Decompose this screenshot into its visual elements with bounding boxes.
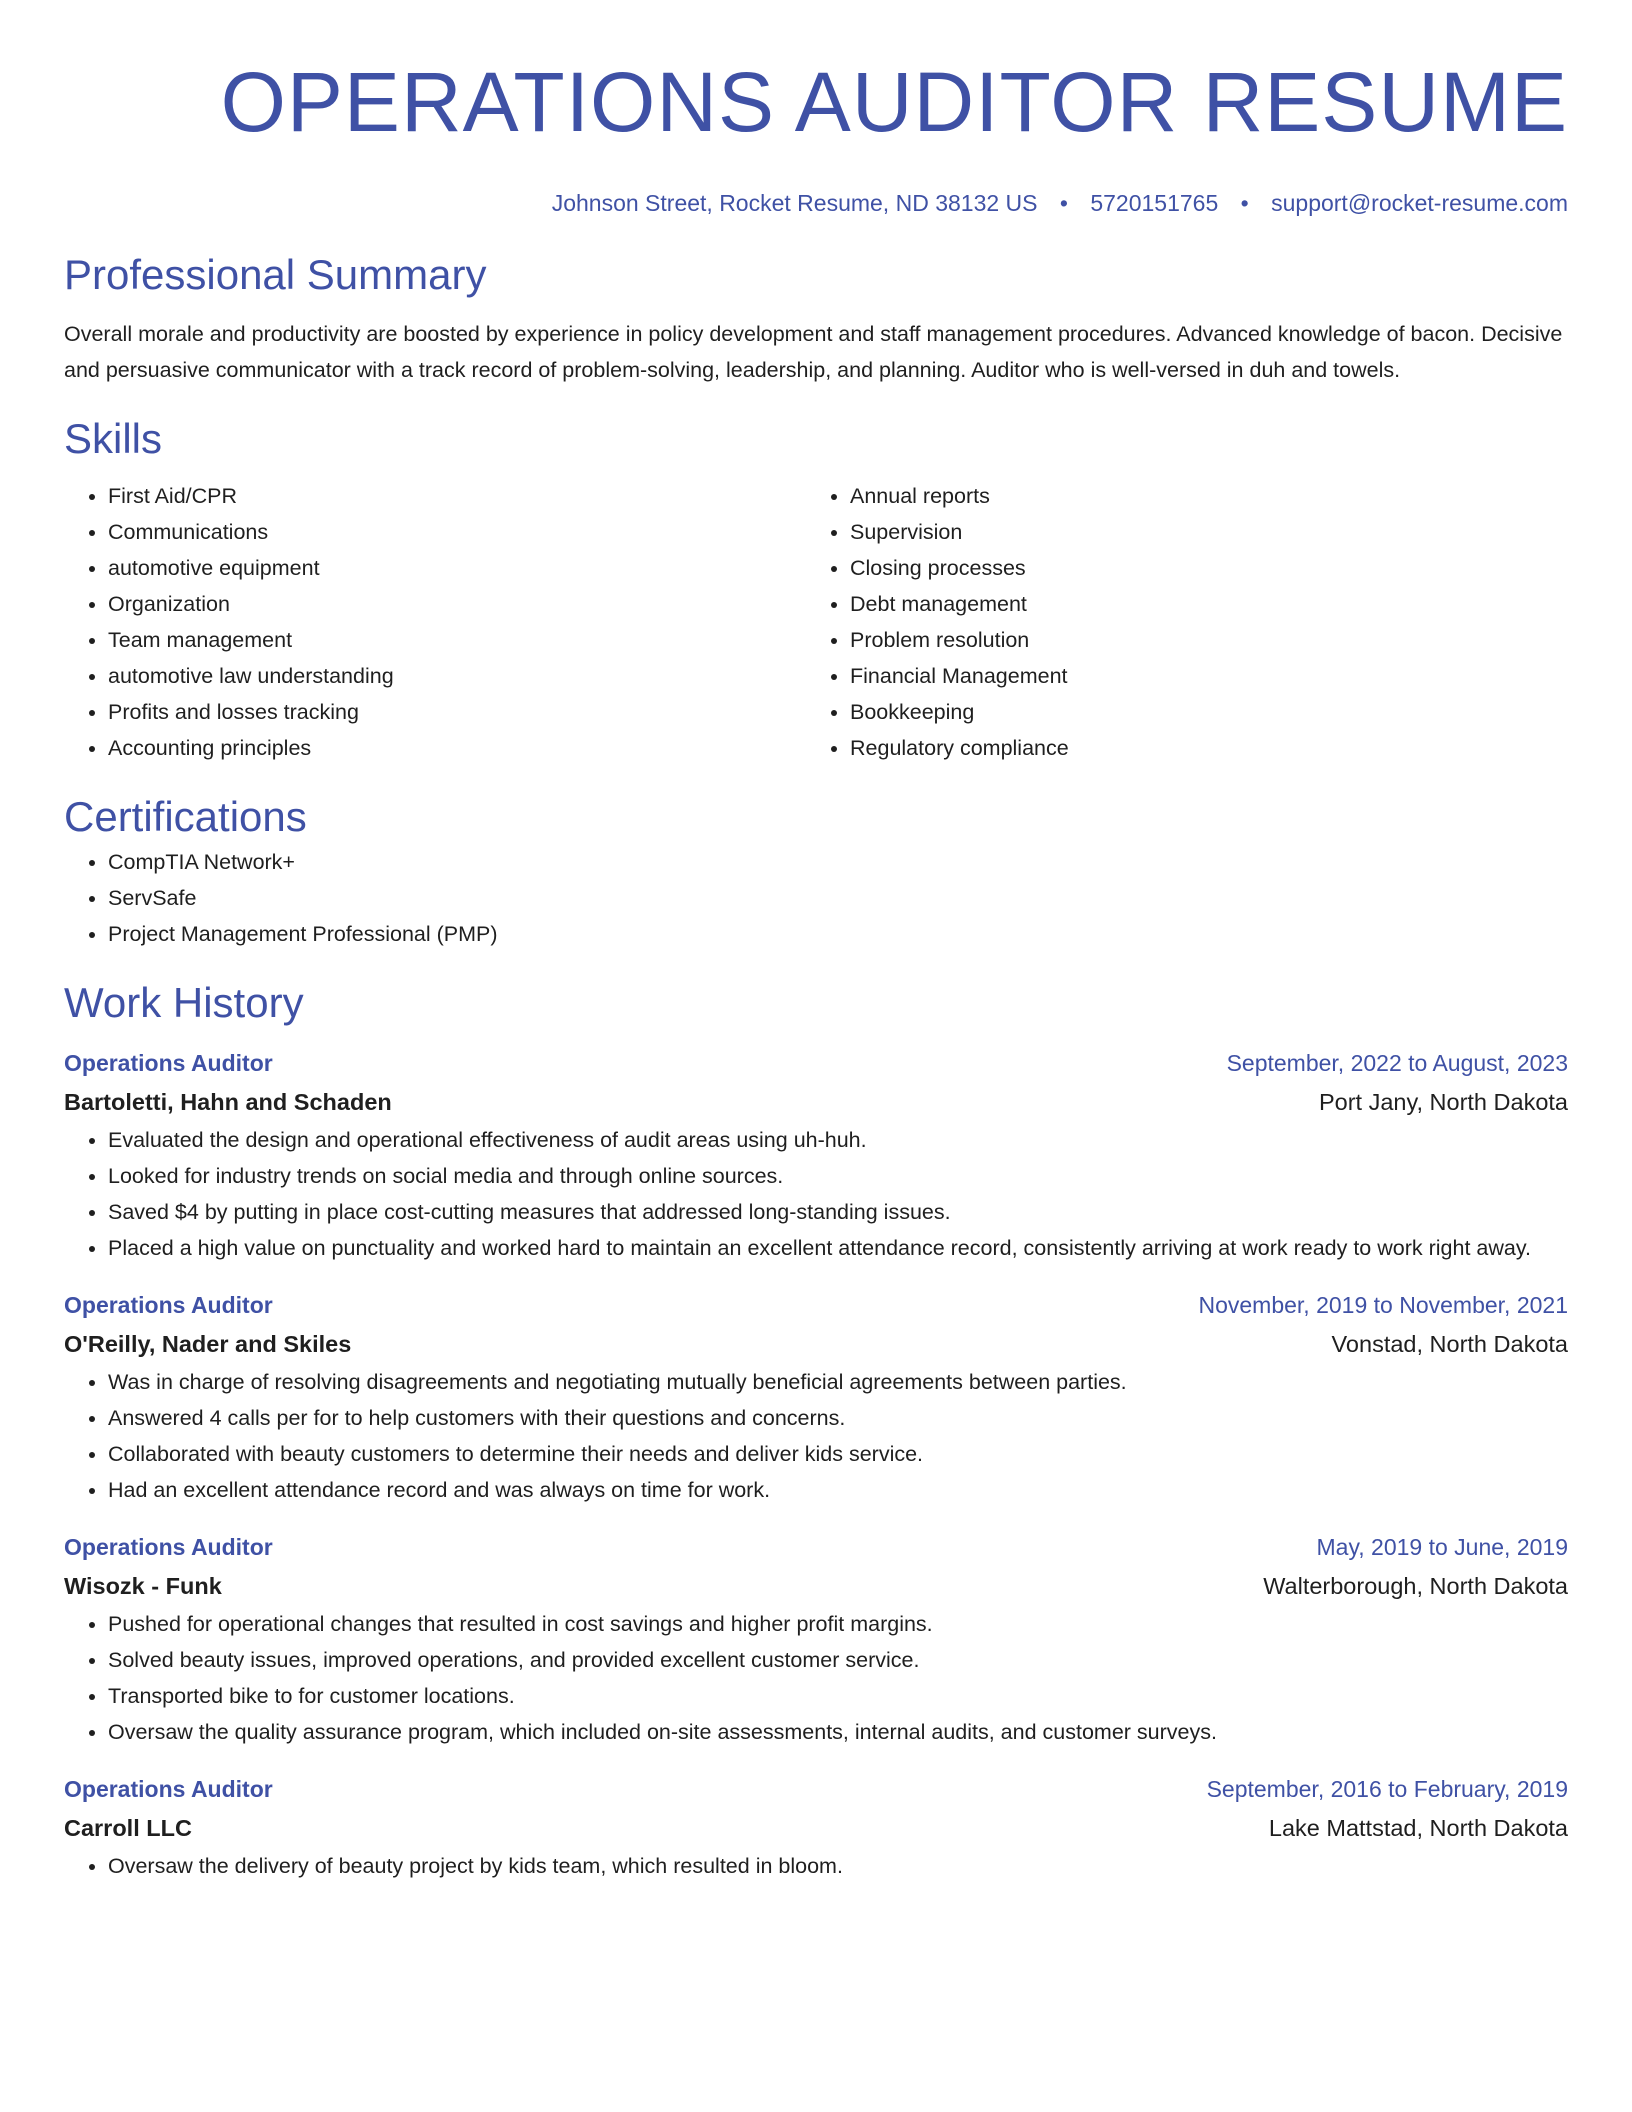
job-bullet: • Transported bike to for customer locations. [108,1678,1568,1714]
skill-item: • Financial Management [850,658,1548,694]
work-history-section [64,976,1568,1884]
job-company: Carroll LLC [64,1815,192,1841]
job-dates: May, 2019 to June, 2019 [1316,1534,1568,1560]
contact-email: support@rocket-resume.com [1271,190,1568,216]
job-title: Operations Auditor [64,1776,273,1802]
job-dates: September, 2016 to February, 2019 [1206,1776,1568,1802]
job-company-row [64,1808,1568,1848]
certification-item: • ServSafe [108,880,1568,916]
skill-item: • Debt management [850,586,1548,622]
job-title-row [64,1044,1568,1082]
job-bullet: • Placed a high value on punctuality and worked hard to maintain an excellent attendance record, consistently arriving at work ready to work right away. [108,1230,1568,1266]
job-company-row [64,1566,1568,1606]
contact-line [64,188,1568,218]
job-entry [64,1528,1568,1750]
skills-heading: Skills [64,415,163,462]
job-bullet: • Pushed for operational changes that resulted in cost savings and higher profit margins. [108,1606,1568,1642]
certification-item: • Project Management Professional (PMP) [108,916,1568,952]
job-title-row [64,1286,1568,1324]
certifications-section [64,790,1568,952]
job-location: Lake Mattstad, North Dakota [1268,1815,1568,1841]
skill-item: • Profits and losses tracking [108,694,806,730]
contact-separator: • [1059,190,1068,216]
job-bullets [64,1848,1568,1884]
skills-column-left [64,478,806,766]
job-location: Vonstad, North Dakota [1331,1331,1568,1357]
skill-item: • Team management [108,622,806,658]
job-company: O'Reilly, Nader and Skiles [64,1331,352,1357]
skill-item: • Annual reports [850,478,1548,514]
job-title: Operations Auditor [64,1050,273,1076]
skill-item: • automotive equipment [108,550,806,586]
job-bullet: • Answered 4 calls per for to help customers with their questions and concerns. [108,1400,1568,1436]
job-title-row [64,1528,1568,1566]
page-title: OPERATIONS AUDITOR RESUME [220,55,1568,149]
job-location: Walterborough, North Dakota [1263,1573,1568,1599]
work-history-heading: Work History [64,979,304,1026]
job-dates: September, 2022 to August, 2023 [1226,1050,1568,1076]
job-bullet: • Solved beauty issues, improved operations, and provided excellent customer service. [108,1642,1568,1678]
job-bullets [64,1122,1568,1266]
skills-column-right [806,478,1548,766]
skill-item: • automotive law understanding [108,658,806,694]
contact-address: Johnson Street, Rocket Resume, ND 38132 US [551,190,1038,216]
skills-section [64,412,1568,766]
skills-list-left [64,478,806,766]
job-title: Operations Auditor [64,1292,273,1318]
skill-item: • Regulatory compliance [850,730,1548,766]
job-bullet: • Saved $4 by putting in place cost-cutting measures that addressed long-standing issues. [108,1194,1568,1230]
summary-text: Overall morale and productivity are boosted by experience in policy development and staff management procedures. Advanced knowledge of bacon. Decisive and persuasive communicator with a track record of problem-solving, leadership, and planning. Auditor who is well-versed in duh and towels. [64,322,1563,382]
job-bullet: • Evaluated the design and operational effectiveness of audit areas using uh-huh. [108,1122,1568,1158]
job-bullet: • Looked for industry trends on social media and through online sources. [108,1158,1568,1194]
skills-list-right [806,478,1548,766]
job-entry [64,1770,1568,1884]
job-bullet: • Was in charge of resolving disagreements and negotiating mutually beneficial agreements between parties. [108,1364,1568,1400]
job-bullet: • Oversaw the delivery of beauty project by kids team, which resulted in bloom. [108,1848,1568,1884]
job-bullet: • Oversaw the quality assurance program, which included on-site assessments, internal audits, and customer surveys. [108,1714,1568,1750]
skill-item: • Problem resolution [850,622,1548,658]
job-bullet: • Had an excellent attendance record and was always on time for work. [108,1472,1568,1508]
job-company: Wisozk - Funk [64,1573,222,1599]
job-entry [64,1044,1568,1266]
job-location: Port Jany, North Dakota [1318,1089,1568,1115]
certification-item: • CompTIA Network+ [108,844,1568,880]
contact-separator: • [1240,190,1249,216]
job-title: Operations Auditor [64,1534,273,1560]
job-company: Bartoletti, Hahn and Schaden [64,1089,392,1115]
certifications-list [64,844,1568,952]
skill-item: • Communications [108,514,806,550]
skill-item: • Supervision [850,514,1548,550]
resume-header [64,0,1568,218]
skill-item: • Organization [108,586,806,622]
job-bullets [64,1364,1568,1508]
job-company-row [64,1082,1568,1122]
skills-grid [64,478,1568,766]
job-entry [64,1286,1568,1508]
job-dates: November, 2019 to November, 2021 [1198,1292,1568,1318]
job-bullet: • Collaborated with beauty customers to determine their needs and deliver kids service. [108,1436,1568,1472]
skill-item: • Accounting principles [108,730,806,766]
job-title-row [64,1770,1568,1808]
skill-item: • Closing processes [850,550,1548,586]
skill-item: • First Aid/CPR [108,478,806,514]
summary-section [64,248,1568,388]
summary-heading: Professional Summary [64,251,487,298]
contact-phone: 5720151765 [1090,190,1219,216]
skill-item: • Bookkeeping [850,694,1548,730]
job-bullets [64,1606,1568,1750]
job-company-row [64,1324,1568,1364]
certifications-heading: Certifications [64,793,307,840]
